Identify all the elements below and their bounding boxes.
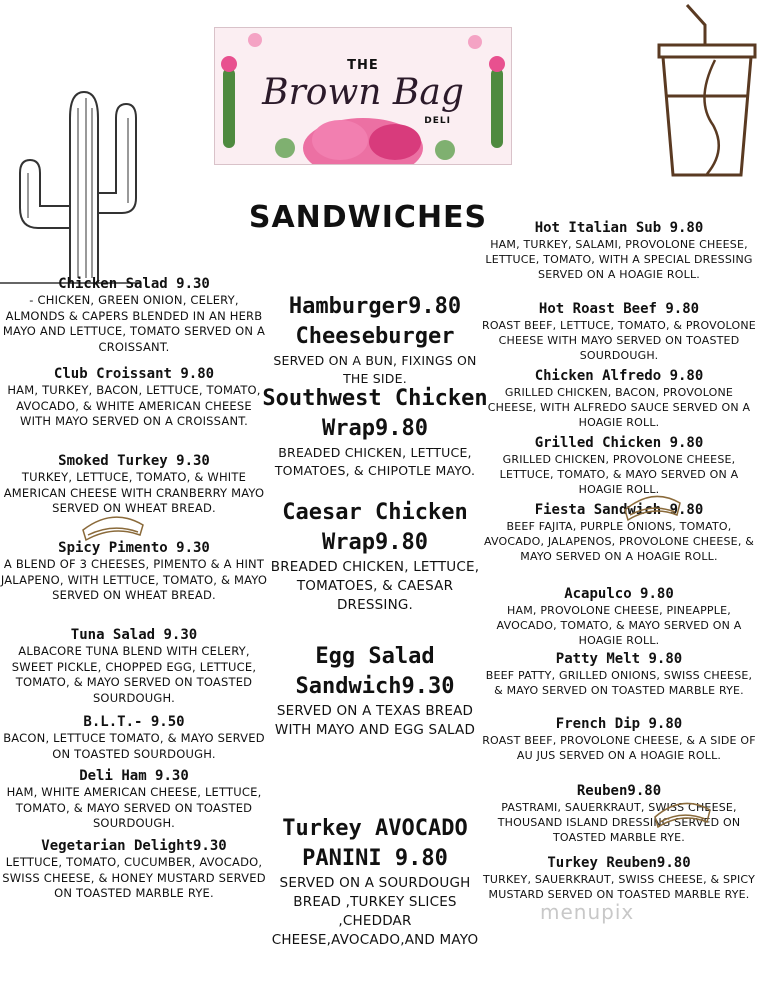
- menu-item-desc: HAM, TURKEY, BACON, LETTUCE, TOMATO, AVOCADO, & WHITE AMERICAN CHEESE WITH MAYO SERVED ON A CROISSANT.: [7, 383, 261, 428]
- logo-banner: [214, 27, 512, 165]
- menu-item: [480, 220, 758, 282]
- menu-item-title: Egg Salad Sandwich9.30: [295, 644, 455, 699]
- menu-item-title: Southwest Chicken Wrap9.80: [262, 386, 488, 441]
- menu-item: [272, 642, 478, 740]
- menu-item: [480, 716, 758, 763]
- menu-item-desc: SERVED ON A SOURDOUGH BREAD ,TURKEY SLICES ,CHEDDAR CHEESE,AVOCADO,AND MAYO: [271, 875, 479, 948]
- menu-item: [268, 292, 482, 388]
- menu-item-title: Vegetarian Delight9.30: [41, 838, 227, 854]
- menu-item-desc: GRILLED CHICKEN, PROVOLONE CHEESE, LETTUCE, TOMATO, & MAYO SERVED ON A HOAGIE ROLL.: [499, 453, 739, 496]
- menu-item-title: Patty Melt 9.80: [555, 651, 683, 667]
- logo-the: THE: [347, 58, 379, 73]
- menu-item: [480, 855, 758, 902]
- watermark: menupix: [540, 900, 635, 924]
- page-title: SANDWICHES: [248, 200, 488, 235]
- menu-item-desc: BEEF PATTY, GRILLED ONIONS, SWISS CHEESE, & MAYO SERVED ON TOASTED MARBLE RYE.: [485, 669, 753, 697]
- cactus-icon: [0, 78, 160, 288]
- sandwich-sketch-icon: [78, 505, 148, 550]
- menu-item-title: Spicy Pimento 9.30: [58, 540, 210, 556]
- menu-item-title: Turkey Reuben9.80: [547, 855, 691, 871]
- menu-item-desc: BACON, LETTUCE TOMATO, & MAYO SERVED ON TOASTED SOURDOUGH.: [3, 731, 265, 761]
- menu-item: [0, 366, 268, 430]
- menu-item-title: Club Croissant 9.80: [53, 366, 215, 382]
- drink-cup-icon: [655, 0, 765, 185]
- menu-item-title: Grilled Chicken 9.80: [534, 435, 704, 451]
- menu-item-desc: LETTUCE, TOMATO, CUCUMBER, AVOCADO, SWISS CHEESE, & HONEY MUSTARD SERVED ON TOASTED MARBLE RYE.: [2, 855, 266, 900]
- menu-item: [262, 384, 488, 480]
- menu-item: [480, 783, 758, 845]
- menu-item: [480, 651, 758, 698]
- menu-item-desc: HAM, TURKEY, SALAMI, PROVOLONE CHEESE, LETTUCE, TOMATO, WITH A SPECIAL DRESSING SERVED ON A HOAGIE ROLL.: [485, 238, 753, 281]
- menu-item-desc: BREADED CHICKEN, LETTUCE, TOMATOES, & CHIPOTLE MAYO.: [274, 445, 476, 478]
- menu-item-title: Reuben9.80: [576, 783, 662, 799]
- menu-item-desc: A BLEND OF 3 CHEESES, PIMENTO & A HINT JALAPENO, WITH LETTUCE, TOMATO, & MAYO SERVED ON WHEAT BREAD.: [0, 557, 268, 602]
- menu-item-title: Caesar Chicken Wrap9.80: [282, 500, 468, 555]
- menu-item-title: Deli Ham 9.30: [79, 768, 189, 784]
- menu-item-title: Acapulco 9.80: [564, 586, 674, 602]
- menu-item: [0, 768, 268, 832]
- menu-item: [480, 368, 758, 430]
- menu-item: [480, 586, 758, 648]
- menu-item-desc: GRILLED CHICKEN, BACON, PROVOLONE CHEESE, WITH ALFREDO SAUCE SERVED ON A HOAGIE ROLL.: [487, 386, 751, 429]
- menu-item: [268, 498, 482, 615]
- menu-item-title: French Dip 9.80: [555, 716, 683, 732]
- menu-item-desc: TURKEY, LETTUCE, TOMATO, & WHITE AMERICAN CHEESE WITH CRANBERRY MAYO SERVED ON WHEAT BREAD.: [3, 470, 265, 515]
- menu-item-title: Turkey AVOCADO PANINI 9.80: [282, 816, 468, 871]
- menu-item-desc: BREADED CHICKEN, LETTUCE, TOMATOES, & CAESAR DRESSING.: [270, 559, 480, 613]
- menu-item: [0, 627, 268, 706]
- menu-item: [480, 435, 758, 497]
- sandwich-sketch-icon: [650, 792, 715, 837]
- menu-item-title: Chicken Salad 9.30: [58, 276, 210, 292]
- sandwich-sketch-icon: [620, 485, 685, 530]
- menu-item: [0, 714, 268, 762]
- menu-item-desc: ROAST BEEF, PROVOLONE CHEESE, & A SIDE OF AU JUS SERVED ON A HOAGIE ROLL.: [482, 734, 756, 762]
- menu-item-title: Hamburger9.80 Cheeseburger: [288, 294, 462, 349]
- menu-item-title: B.L.T.- 9.50: [83, 714, 185, 730]
- menu-item-desc: BEEF FAJITA, PURPLE ONIONS, TOMATO, AVOCADO, JALAPENOS, PROVOLONE CHEESE, & MAYO SERVED ON A HOAGIE ROLL.: [483, 520, 755, 563]
- menu-item-desc: - CHICKEN, GREEN ONION, CELERY, ALMONDS & CAPERS BLENDED IN AN HERB MAYO AND LETTUCE, TOMATO SERVED ON A CROISSANT.: [2, 293, 266, 354]
- menu-item-desc: HAM, WHITE AMERICAN CHEESE, LETTUCE, TOMATO, & MAYO SERVED ON TOASTED SOURDOUGH.: [6, 785, 262, 830]
- menu-item-desc: SERVED ON A BUN, FIXINGS ON THE SIDE.: [273, 353, 477, 386]
- logo-deli: DELI: [424, 116, 451, 126]
- menu-item: [480, 502, 758, 564]
- menu-item-desc: ROAST BEEF, LETTUCE, TOMATO, & PROVOLONE CHEESE WITH MAYO SERVED ON TOASTED SOURDOUGH.: [482, 319, 756, 362]
- menu-item-title: Hot Roast Beef 9.80: [538, 301, 700, 317]
- menu-item-title: Hot Italian Sub 9.80: [534, 220, 704, 236]
- menu-item-title: Chicken Alfredo 9.80: [534, 368, 704, 384]
- menu-item-title: Smoked Turkey 9.30: [58, 453, 210, 469]
- menu-item: [480, 301, 758, 363]
- menu-item-desc: PASTRAMI, SAUERKRAUT, SWISS CHEESE, THOUSAND ISLAND DRESSING SERVED ON TOASTED MARBLE RYE.: [497, 801, 741, 844]
- menu-item-desc: SERVED ON A TEXAS BREAD WITH MAYO AND EGG SALAD: [274, 703, 476, 738]
- menu-item: [0, 276, 268, 355]
- menu-item-title: Fiesta Sandwich 9.80: [534, 502, 704, 518]
- menu-item-title: Tuna Salad 9.30: [70, 627, 198, 643]
- menu-item-desc: TURKEY, SAUERKRAUT, SWISS CHEESE, & SPICY MUSTARD SERVED ON TOASTED MARBLE RYE.: [482, 873, 756, 901]
- menu-item-desc: HAM, PROVOLONE CHEESE, PINEAPPLE, AVOCADO, TOMATO, & MAYO SERVED ON A HOAGIE ROLL.: [496, 604, 742, 647]
- menu-item-desc: ALBACORE TUNA BLEND WITH CELERY, SWEET PICKLE, CHOPPED EGG, LETTUCE, TOMATO, & MAYO SERVED ON TOASTED SOURDOUGH.: [11, 644, 257, 705]
- menu-item: [268, 814, 482, 950]
- logo-name: Brown Bag: [262, 72, 464, 113]
- menu-item: [0, 838, 268, 902]
